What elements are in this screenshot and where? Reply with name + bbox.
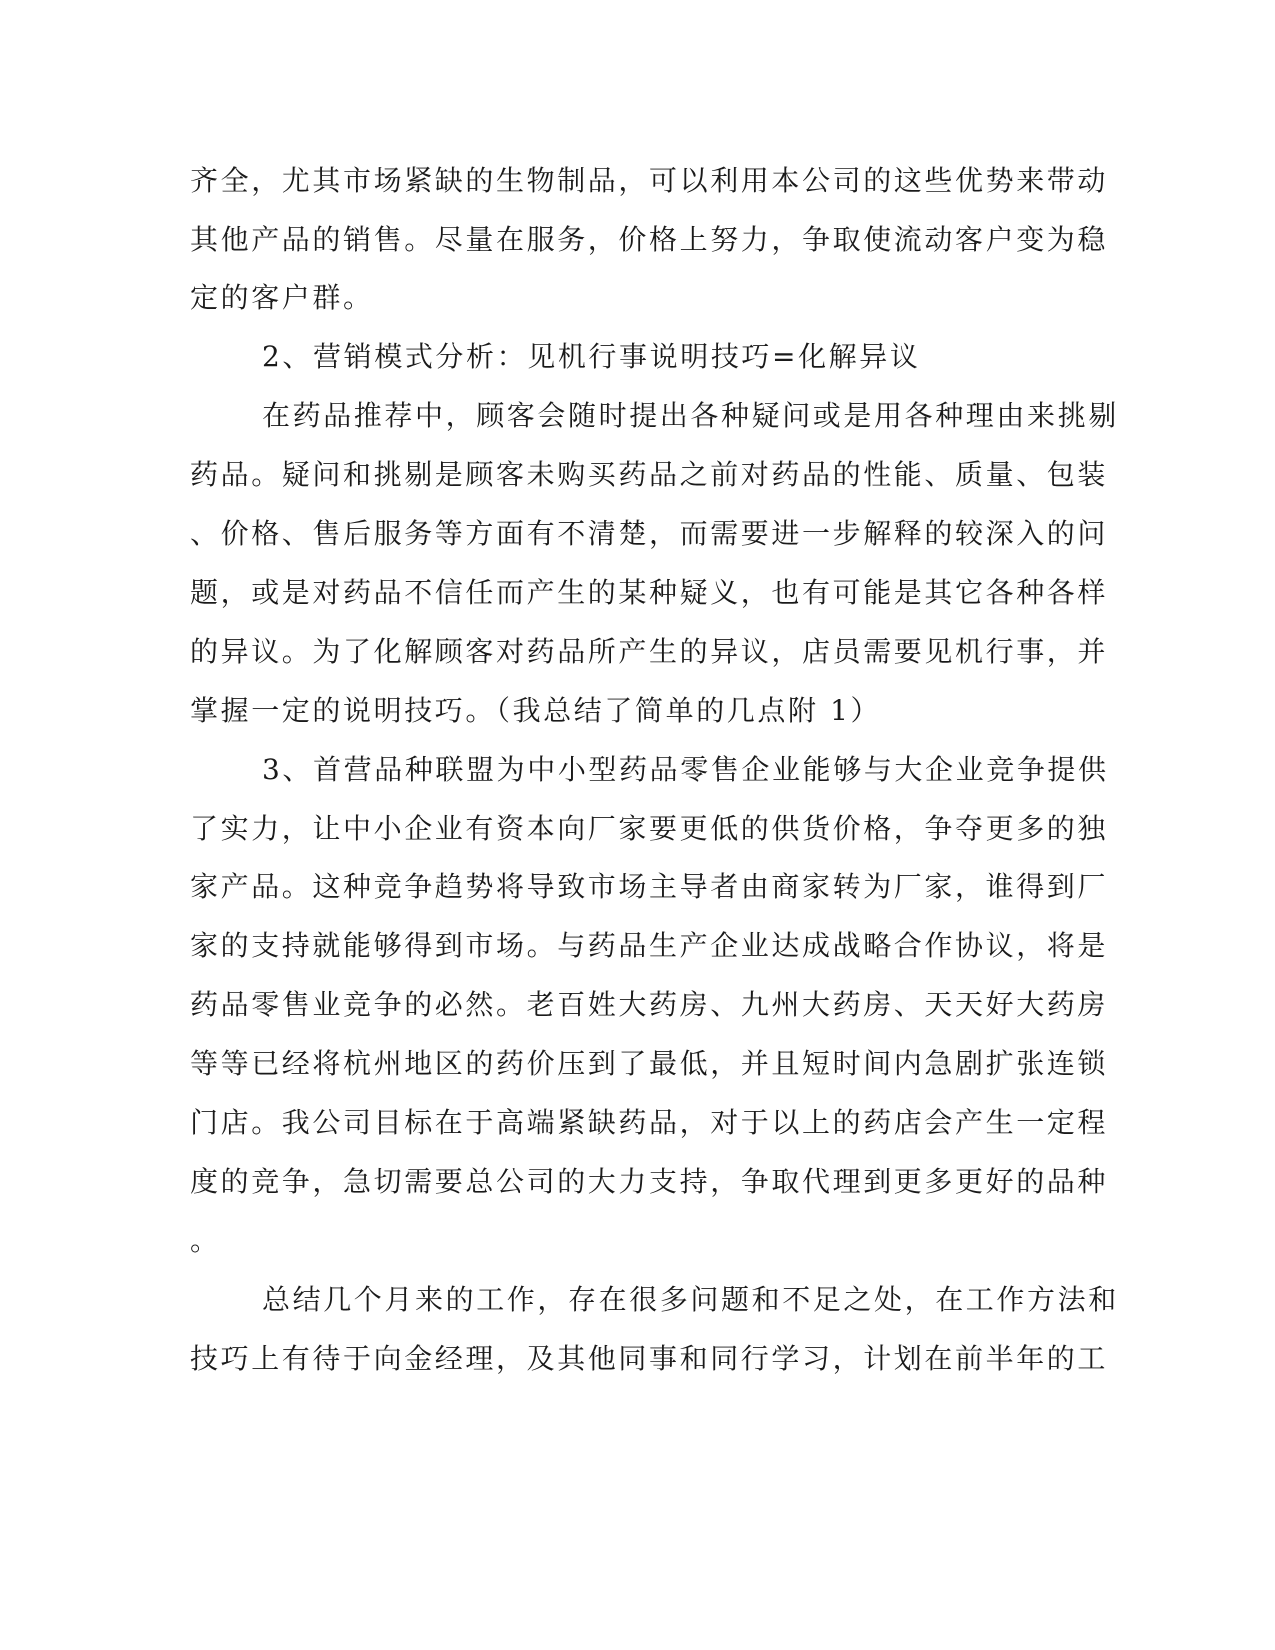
text-line: 技巧上有待于向金经理，及其他同事和同行学习，计划在前半年的工: [190, 1342, 1109, 1375]
text-line: 定的客户群。: [190, 281, 374, 314]
text-line: 家的支持就能够得到市场。与药品生产企业达成战略合作协议，将是: [190, 929, 1109, 962]
text-line: 药品零售业竞争的必然。老百姓大药房、九州大药房、天天好大药房: [190, 988, 1109, 1021]
section-heading: 3、首营品种联盟为中小型药品零售企业能够与大企业竞争提供: [262, 753, 1109, 786]
text-line: 等等已经将杭州地区的药价压到了最低，并且短时间内急剧扩张连锁: [190, 1047, 1109, 1080]
text-line: 度的竞争，急切需要总公司的大力支持，争取代理到更多更好的品种: [190, 1165, 1109, 1198]
text-line: 掌握一定的说明技巧。（我总结了简单的几点附 1）: [190, 694, 882, 727]
text-line: 总结几个月来的工作，存在很多问题和不足之处，在工作方法和: [262, 1283, 1119, 1316]
text-line: 其他产品的销售。尽量在服务，价格上努力，争取使流动客户变为稳: [190, 223, 1109, 256]
text-line: 门店。我公司目标在于高端紧缺药品，对于以上的药店会产生一定程: [190, 1106, 1109, 1139]
text-line: 药品。疑问和挑剔是顾客未购买药品之前对药品的性能、质量、包装: [190, 458, 1109, 491]
text-line: 家产品。这种竞争趋势将导致市场主导者由商家转为厂家，谁得到厂: [190, 870, 1109, 903]
text-line: 。: [190, 1224, 221, 1257]
text-line: 的异议。为了化解顾客对药品所产生的异议，店员需要见机行事，并: [190, 635, 1109, 668]
text-line: 了实力，让中小企业有资本向厂家要更低的供货价格，争夺更多的独: [190, 812, 1109, 845]
section-heading: 2、营销模式分析：见机行事说明技巧=化解异议: [262, 340, 921, 373]
text-line: 、价格、售后服务等方面有不清楚，而需要进一步解释的较深入的问: [190, 517, 1109, 550]
text-line: 题，或是对药品不信任而产生的某种疑义，也有可能是其它各种各样: [190, 576, 1109, 609]
text-line: 在药品推荐中，顾客会随时提出各种疑问或是用各种理由来挑剔: [262, 399, 1119, 432]
text-line: 齐全，尤其市场紧缺的生物制品，可以利用本公司的这些优势来带动: [190, 164, 1109, 197]
